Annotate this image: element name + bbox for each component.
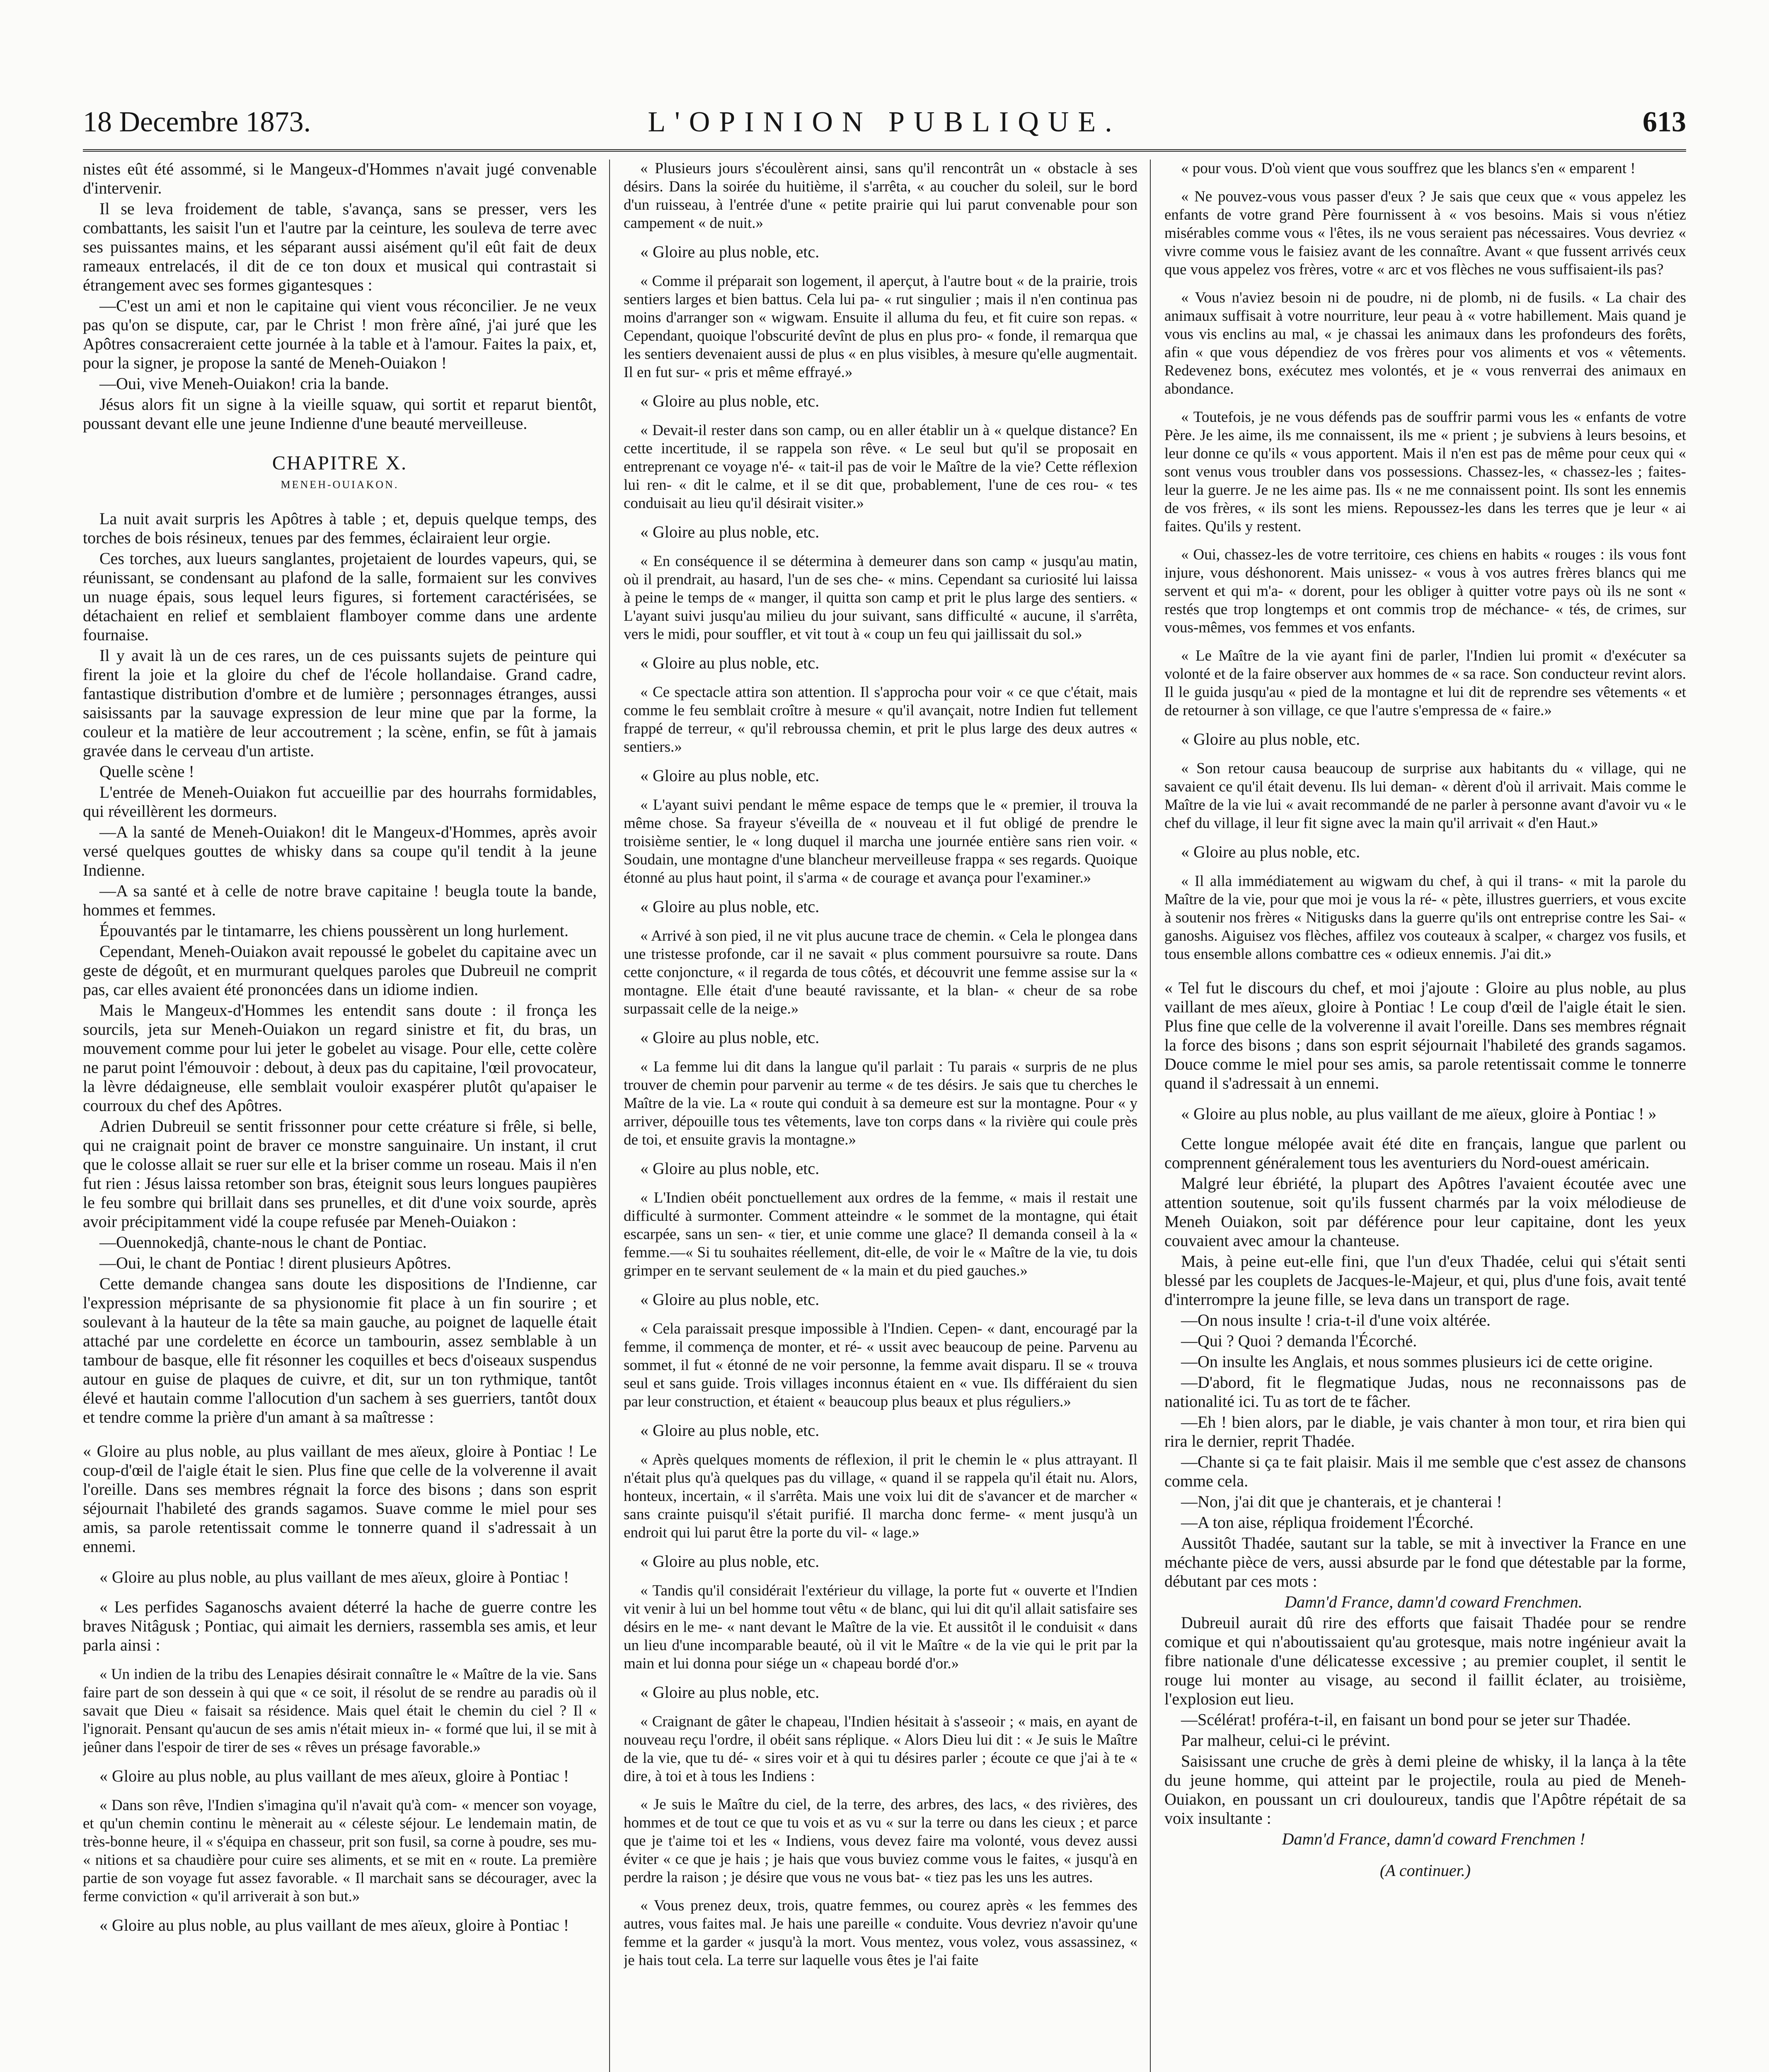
paragraph: —Non, j'ai dit que je chanterais, et je chanterai ! bbox=[1181, 1492, 1502, 1511]
song-refrain: « Gloire au plus noble, au plus vaillant de mes aïeux, gloire à Pontiac ! bbox=[99, 1767, 569, 1785]
legend-quote: « Toutefois, je ne vous défends pas de souffrir parmi vous les « enfants de votre Père. Je les aime, ils me connaissent, ils me « prient ; je subviens à leurs besoins, et leur donne ce qu'ils « vous apportent. Mais il n'en est pas de même pour ceux qui « sont venus vous troubler dans vos possessions. Chassez-les, « chassez-les ; faites-leur la guerre. Je ne les aime pas. Ils « ne me connaissent point. Ils sont les ennemis de vos frères, « ils sont les miens. Repoussez-les dans les terres que je leur « ai faites. Qu'ils y restent. bbox=[1164, 409, 1686, 535]
paragraph: —A la santé de Meneh-Ouiakon! dit le Mangeux-d'Hommes, après avoir versé quelques gouttes de whisky dans sa coupe qu'il tendit à la jeune Indienne. bbox=[83, 823, 597, 879]
legend-quote: « Dans son rêve, l'Indien s'imagina qu'il n'avait qu'à com- « mencer son voyage, et qu'un chemin continu le mènerait au « céleste séjour. Le lendemain matin, de très-bonne heure, il « s'équipa en chasseur, prit son fusil, sa corne à poudre, ses mu- « nitions et sa chaudière pour cuire ses aliments, et se mit en « route. La première partie de son voyage fut assez favorable. « Il marchait sans se décourager, avec la ferme conviction « qu'il arriverait à son but.» bbox=[83, 1797, 597, 1905]
legend-quote: « La femme lui dit dans la langue qu'il parlait : Tu parais « surpris de ne plus trouver de chemin pour parvenir au terme « de tes désirs. Je sais que tu cherches le Maître de la vie. La « route qui conduit à sa demeure est sur la montagne. Pour « y arriver, dépouille tous tes vêtements, lave ton corps dans « la rivière qui coule près de toi, et ensuite gravis la montagne.» bbox=[624, 1058, 1137, 1148]
page-number: 613 bbox=[1643, 106, 1686, 138]
legend-quote: « L'Indien obéit ponctuellement aux ordres de la femme, « mais il restait une difficulté à surmonter. Comment atteindre « le sommet de la montagne, qui était escarpée, sans un sen- « tier, et unie comme une glace? Il demanda conseil à la « femme.—« Si tu souhaites réellement, dit-elle, de voir le « Maître de la vie, tu dois grimper en te servant seulement de « la main et du pied gauches.» bbox=[624, 1189, 1137, 1279]
column-2 bbox=[624, 160, 1137, 2072]
song-refrain: « Gloire au plus noble, au plus vaillant de mes aïeux, gloire à Pontiac ! bbox=[99, 1568, 569, 1586]
legend-quote: « Vous n'aviez besoin ni de poudre, ni de plomb, ni de fusils. « La chair des animaux suffisait à votre nourriture, leur peau à « votre habillement. Mais quand je vous vis enclins au mal, « je chassai les animaux dans les profondeurs des forêts, afin « que vous dépendiez de vos frères pour vos aliments et vos « vêtements. Redevenez bons, exécutez mes volontés, et je « vous renverrai des animaux en abondance. bbox=[1164, 289, 1686, 397]
legend-quote: « En conséquence il se détermina à demeurer dans son camp « jusqu'au matin, où il prendrait, au hasard, l'un de ses che- « mins. Cependant sa curiosité lui laissa à peine le temps de « manger, il quitta son camp et prit le plus large des sentiers. « L'ayant suivi jusqu'au milieu du jour suivant, sans difficulté « aucune, il s'arrêta, vers le midi, pour souffler, et vit tout à « coup un feu qui jaillissait du sol.» bbox=[624, 553, 1137, 643]
song-verse: « Les perfides Saganoschs avaient déterré la hache de guerre contre les braves Nitâgusk ; Pontiac, qui aimait les derniers, rassembla ses amis, et leur parla ainsi : bbox=[83, 1598, 597, 1654]
paragraph: Quelle scène ! bbox=[99, 762, 194, 781]
paragraph: —A ton aise, répliqua froidement l'Écorché. bbox=[1181, 1513, 1474, 1532]
song-refrain: « Gloire au plus noble, etc. bbox=[640, 1159, 820, 1178]
paragraph: Mais, à peine eut-elle fini, que l'un d'eux Thadée, celui qui s'était senti blessé par les couplets de Jacques-le-Majeur, et qui, plus d'une fois, avait tenté d'interrompre la jeune fille, se leva dans un transport de rage. bbox=[1164, 1252, 1686, 1309]
paragraph: Aussitôt Thadée, sautant sur la table, se mit à invectiver la France en une méchante pièce de vers, aussi absurde par le fond que détestable par la forme, débutant par ces mots : bbox=[1164, 1534, 1686, 1590]
paragraph: L'entrée de Meneh-Ouiakon fut accueillie par des hourrahs formidables, qui réveillèrent les dormeurs. bbox=[83, 783, 597, 821]
column-3 bbox=[1164, 160, 1686, 2072]
song-refrain: « Gloire au plus noble, etc. bbox=[640, 897, 820, 916]
newspaper-title: L'OPINION PUBLIQUE. bbox=[648, 106, 1121, 138]
column-1 bbox=[83, 160, 597, 2072]
paragraph: —Qui ? Quoi ? demanda l'Écorché. bbox=[1181, 1331, 1417, 1350]
chapter-subtitle: MENEH-OUIAKON. bbox=[281, 479, 399, 491]
legend-quote: « Ce spectacle attira son attention. Il s'approcha pour voir « ce que c'était, mais comme le feu semblait croître à mesure « qu'il avançait, notre Indien fut tellement frappé de terreur, « qu'il rebroussa chemin, et prit le plus large des deux autres « sentiers.» bbox=[624, 684, 1137, 755]
paragraph: Par malheur, celui-ci le prévint. bbox=[1181, 1731, 1390, 1750]
legend-quote: « Comme il préparait son logement, il aperçut, à l'autre bout « de la prairie, trois sentiers larges et bien battus. Cela lui pa- « rut singulier ; mais il n'en continua pas moins d'arranger son « wigwam. Ensuite il alluma du feu, et fit cuire son repas. « Cependant, quoique l'obscurité devînt de plus en plus pro- « fonde, il remarqua que les sentiers devenaient aussi de plus « en plus visibles, à mesure qu'elle augmentait. Il en fut sur- « pris et même effrayé.» bbox=[624, 273, 1137, 381]
legend-quote: « Il alla immédiatement au wigwam du chef, à qui il trans- « mit la parole du Maître de la vie, pour que moi je vous la ré- « pète, illustres guerriers, et vous excite à soutenir nos frères « Nitigusks dans la guerre qu'ils ont entreprise contre les Sai- « ganoshs. Aiguisez vos flèches, affilez vos couteaux à scalper, « chargez vos fusils, et tous ensemble allons combattre ces « odieux ennemis. J'ai dit.» bbox=[1164, 873, 1686, 963]
legend-quote: « Devait-il rester dans son camp, ou en aller établir un à « quelque distance? En cette incertitude, il se rappela son rêve. « Le seul but qu'il se proposait en entreprenant ce voyage n'é- « tait-il pas de voir le Maître de la vie? Cette réflexion lui ren- « dit le calme, et il se dit que, probablement, l'une de ces rou- « tes conduisait au lieu qu'il désirait visiter.» bbox=[624, 422, 1137, 512]
legend-quote: « Arrivé à son pied, il ne vit plus aucune trace de chemin. « Cela le plongea dans une tristesse profonde, car il ne savait « plus comment poursuivre sa route. Dans cette conjoncture, « il regarda de tous côtés, et découvrit une femme assise sur la « montagne. Elle était d'une beauté ravissante, et la blan- « cheur de sa robe surpassait celle de la neige.» bbox=[624, 927, 1137, 1017]
italic-quote: Damn'd France, damn'd coward Frenchmen. bbox=[1285, 1593, 1583, 1611]
song-verse: « Gloire au plus noble, au plus vaillant de mes aïeux, gloire à Pontiac ! Le coup-d'œil de l'aigle était le sien. Plus fine que celle de la volverenne il avait l'oreille. Dans ses membres régnait la force des bisons ; dans son esprit séjournait l'habileté des grands sagamos. Suave comme le miel pour ses amis, sa parole retentissait comme le tonnerre quand il s'adressait à un ennemi. bbox=[83, 1442, 597, 1556]
legend-quote: « L'ayant suivi pendant le même espace de temps que le « premier, il trouva la même chose. Sa frayeur s'éveilla de « nouveau et il fut obligé de prendre le troisième sentier, le « long duquel il marcha une journée entière sans rien voir. « Soudain, une montagne d'une blancheur merveilleuse frappa « ses regards. Quoique étonné au plus haut point, il s'arma « de courage et avança pour l'examiner.» bbox=[624, 796, 1137, 886]
paragraph: La nuit avait surpris les Apôtres à table ; et, depuis quelque temps, des torches de bois résineux, tenues par des femmes, éclairaient leur orgie. bbox=[83, 509, 597, 547]
paragraph: —Scélérat! proféra-t-il, en faisant un bond pour se jeter sur Thadée. bbox=[1181, 1710, 1631, 1729]
song-refrain: « Gloire au plus noble, etc. bbox=[640, 1290, 820, 1309]
paragraph: nistes eût été assommé, si le Mangeux-d'Hommes n'avait jugé convenable d'intervenir. bbox=[83, 160, 597, 197]
paragraph: Cette longue mélopée avait été dite en français, langue que parlent ou comprennent généralement tous les aventuriers du Nord-ouest américain. bbox=[1164, 1134, 1686, 1172]
song-refrain: « Gloire au plus noble, au plus vaillant de me aïeux, gloire à Pontiac ! » bbox=[1181, 1104, 1657, 1123]
paragraph: Adrien Dubreuil se sentit frissonner pour cette créature si frêle, si belle, qui ne craignait point de braver ce monstre sanguinaire. Un instant, il crut que le colosse allait se ruer sur elle et la briser comme un roseau. Mais il n'en fut rien : Jésus laissa retomber son bras, éteignit sous leurs longues paupières le feu sombre qui brillait dans ses prunelles, et dit d'une voix sourde, après avoir précipitamment vidé la coupe refusée par Meneh-Ouiakon : bbox=[83, 1117, 597, 1231]
paragraph: Cette demande changea sans doute les dispositions de l'Indienne, car l'expression méprisante de sa physionomie fit place à un fin sourire ; et soulevant à la hauteur de la tête sa main gauche, au poignet de laquelle était attaché par une cordelette en écorce un tambourin, assez semblable à un tambour de basque, elle fit résonner les coquilles et becs d'oiseaux suspendus autour en guise de plaques de cuivre, et dit, sur un ton rythmique, tantôt élevé et hautain comme l'allocution d'un sachem à ses guerriers, tantôt doux et tendre comme la prière d'un amant à sa maîtresse : bbox=[83, 1274, 597, 1426]
song-refrain: « Gloire au plus noble, etc. bbox=[640, 523, 820, 541]
paragraph: Ces torches, aux lueurs sanglantes, projetaient de lourdes vapeurs, qui, se réunissant, se condensant au plafond de la salle, formaient sur les convives un nuage épais, sous lequel leurs figures, si fortement caractérisées, se détachaient en relief et semblaient flamboyer comme dans une ardente fournaise. bbox=[83, 549, 597, 644]
song-refrain: « Gloire au plus noble, etc. bbox=[640, 766, 820, 785]
song-refrain: « Gloire au plus noble, au plus vaillant de mes aïeux, gloire à Pontiac ! bbox=[99, 1916, 569, 1934]
paragraph: —On insulte les Anglais, et nous sommes plusieurs ici de cette origine. bbox=[1181, 1352, 1653, 1371]
song-refrain: « Gloire au plus noble, etc. bbox=[640, 1683, 820, 1702]
paragraph: Dubreuil aurait dû rire des efforts que faisait Thadée pour se rendre comique et qui n'aboutissaient qu'au grotesque, mais notre ingénieur avait la fibre nationale d'une délicatesse excessive ; au premier couplet, il sentit le rouge lui monter au visage, au second il faillit éclater, au troisième, l'explosion eut lieu. bbox=[1164, 1613, 1686, 1708]
legend-quote: « pour vous. D'où vient que vous souffrez que les blancs s'en « emparent ! bbox=[1181, 160, 1636, 177]
legend-quote: « Tandis qu'il considérait l'extérieur du village, la porte fut « ouverte et l'Indien vit venir à lui un bel homme tout vêtu « de blanc, qui lui dit qu'il allait satisfaire ses désirs en le me- « nant devant le Maître de la vie. Et aussitôt il le conduisit « dans un lieu d'une incomparable beauté, où il vit le Maître « de la vie qui le prit par la main et lui donna pour siége un « chapeau bordé d'or.» bbox=[624, 1582, 1137, 1672]
song-refrain: « Gloire au plus noble, etc. bbox=[1181, 842, 1360, 861]
issue-date: 18 Decembre 1873. bbox=[83, 106, 311, 138]
song-refrain: « Gloire au plus noble, etc. bbox=[640, 1028, 820, 1047]
paragraph: —Oui, le chant de Pontiac ! dirent plusieurs Apôtres. bbox=[99, 1254, 451, 1272]
paragraph: —Chante si ça te fait plaisir. Mais il me semble que c'est assez de chansons comme cela. bbox=[1164, 1452, 1686, 1490]
chapter-title: CHAPITRE X. bbox=[272, 452, 408, 474]
legend-quote: « Ne pouvez-vous vous passer d'eux ? Je sais que ceux que « vous appelez les enfants de votre grand Père fournissent à « vos besoins. Mais si vous n'étiez misérables comme vous « l'êtes, ils ne vous seraient pas nécessaires. Vous devriez « vivre comme vous le faisiez avant de les connaître. Avant « que fussent arrivés ceux que vous appelez vos frères, votre « arc et vos flèches ne vous suffisaient-ils pas? bbox=[1164, 188, 1686, 278]
paragraph: Cependant, Meneh-Ouiakon avait repoussé le gobelet du capitaine avec un geste de dégoût, et en murmurant quelques paroles que Dubreuil ne comprit pas, car elles avaient été prononcées dans un idiome indien. bbox=[83, 942, 597, 999]
paragraph: Il se leva froidement de table, s'avança, sans se presser, vers les combattants, les saisit l'un et l'autre par la ceinture, les souleva de terre avec ses puissantes mains, et les séparant aussi aisément qu'il eût fait de deux rameaux entrelacés, il dit de ce ton doux et musical qui contrastait si étrangement avec ses formes gigantesques : bbox=[83, 199, 597, 294]
paragraph: —Oui, vive Meneh-Ouiakon! cria la bande. bbox=[99, 374, 389, 393]
paragraph: —C'est un ami et non le capitaine qui vient vous réconcilier. Je ne veux pas qu'on se dispute, car, par le Christ ! mon frère aîné, j'ai juré que les Apôtres consacreraient cette journée à la table et à l'amour. Faites la paix, et, pour la signer, je propose la santé de Meneh-Ouiakon ! bbox=[83, 296, 597, 372]
song-refrain: « Gloire au plus noble, etc. bbox=[1181, 730, 1360, 748]
paragraph: Épouvantés par le tintamarre, les chiens poussèrent un long hurlement. bbox=[99, 921, 569, 940]
header-rule bbox=[83, 149, 1686, 152]
legend-quote: « Vous prenez deux, trois, quatre femmes, ou courez après « les femmes des autres, vous faites mal. Je hais une pareille « conduite. Vous devriez n'avoir qu'une femme et la garder « jusqu'à la mort. Vous mentez, vous volez, vous assassinez, « je hais tout cela. La terre sur laquelle vous êtes je l'ai faite bbox=[624, 1897, 1137, 1969]
legend-quote: « Oui, chassez-les de votre territoire, ces chiens en habits « rouges : ils vous font injure, vous déshonorent. Mais unissez- « vous à vos autres frères blancs qui me servent et qui m'a- « dorent, pour les obliger à quitter votre pays où ils ne sont « restés que trop longtemps et ont commis trop de méchance- « tés, de crimes, sur vous-mêmes, vos femmes et vos enfants. bbox=[1164, 546, 1686, 636]
to-be-continued: (A continuer.) bbox=[1379, 1861, 1471, 1880]
legend-quote: « Le Maître de la vie ayant fini de parler, l'Indien lui promit « d'exécuter sa volonté et de la faire observer aux hommes de « sa race. Son conducteur revint alors. Il le guida jusqu'au « pied de la montagne et lui dit de reprendre ses vêtements « et de retourner à son village, ce que l'autre s'empressa de « faire.» bbox=[1164, 647, 1686, 719]
paragraph: —Eh ! bien alors, par le diable, je vais chanter à mon tour, et rira bien qui rira le dernier, reprit Thadée. bbox=[1164, 1413, 1686, 1450]
column-divider bbox=[609, 160, 610, 2072]
paragraph: —Ouennokedjâ, chante-nous le chant de Pontiac. bbox=[99, 1233, 427, 1251]
legend-quote: « Craignant de gâter le chapeau, l'Indien hésitait à s'asseoir ; « mais, en ayant de nouveau reçu l'ordre, il obéit sans réplique. « Alors Dieu lui dit : « Je suis le Maître de la vie, que tu dé- « sires voir et à qui tu désires parler ; écoute ce que j'ai à te « dire, à toi et à tous les Indiens : bbox=[624, 1713, 1137, 1785]
column-divider bbox=[1150, 160, 1151, 2072]
song-refrain: « Gloire au plus noble, etc. bbox=[640, 392, 820, 410]
paragraph: —On nous insulte ! cria-t-il d'une voix altérée. bbox=[1181, 1311, 1491, 1329]
italic-quote: Damn'd France, damn'd coward Frenchmen ! bbox=[1282, 1830, 1585, 1848]
paragraph: Mais le Mangeux-d'Hommes les entendit sans doute : il fronça les sourcils, jeta sur Meneh-Ouiakon un regard sinistre et fit, du bras, un mouvement comme pour lui jeter le gobelet au visage. Pour elle, cette colère ne parut point l'émouvoir : debout, à deux pas du capitaine, l'œil provocateur, la lèvre dédaigneuse, elle semblait vouloir exaspérer plutôt qu'apaiser le courroux du chef des Apôtres. bbox=[83, 1001, 597, 1115]
song-verse: « Tel fut le discours du chef, et moi j'ajoute : Gloire au plus noble, au plus vaillant de mes aïeux, gloire à Pontiac ! Le coup d'œil de l'aigle était le sien. Plus fine que celle de la volverenne il avait l'oreille. Dans ses membres régnait la force des bisons ; dans son esprit séjournait l'habileté des grands sagamos. Douce comme le miel pour ses amis, sa parole retentissait comme le tonnerre quand il s'adressait à un ennemi. bbox=[1164, 978, 1686, 1092]
paragraph: —D'abord, fit le flegmatique Judas, nous ne reconnaissons pas de nationalité ici. Tu as tort de te fâcher. bbox=[1164, 1373, 1686, 1411]
legend-quote: « Je suis le Maître du ciel, de la terre, des arbres, des lacs, « des rivières, des hommes et de tout ce que tu vois et as vu « sur la terre ou dans les cieux ; et parce que je t'aime toi et les « Indiens, vous devez faire ma volonté, vous devez aussi éviter « ce que je hais ; je hais que vous buviez comme vous le faites, « jusqu'à en perdre la raison ; je désire que vous ne vous bat- « tiez pas les uns les autres. bbox=[624, 1796, 1137, 1886]
legend-quote: « Cela paraissait presque impossible à l'Indien. Cepen- « dant, encouragé par la femme, il commença de monter, et ré- « ussit avec beaucoup de peine. Parvenu au sommet, il fut « étonné de ne voir personne, la femme avait disparu. Il se « trouva seul et sans guide. Trois villages inconnus étaient en « vue. Ils différaient du sien par leur construction, et étaient « beaucoup plus beaux et plus réguliers.» bbox=[624, 1320, 1137, 1410]
song-refrain: « Gloire au plus noble, etc. bbox=[640, 242, 820, 261]
song-refrain: « Gloire au plus noble, etc. bbox=[640, 654, 820, 672]
paragraph: —A sa santé et à celle de notre brave capitaine ! beugla toute la bande, hommes et femmes. bbox=[83, 881, 597, 919]
legend-quote: « Son retour causa beaucoup de surprise aux habitants du « village, qui ne savaient ce qu'il était devenu. Ils lui deman- « dèrent d'où il arrivait. Mais comme le Maître de la vie lui « avait recommandé de ne parler à personne avant d'avoir vu « le chef du village, il leur fit signe avec la main qu'il arrivait « d'en Haut.» bbox=[1164, 760, 1686, 832]
legend-quote: « Plusieurs jours s'écoulèrent ainsi, sans qu'il rencontrât un « obstacle à ses désirs. Dans la soirée du huitième, il s'arrêta, « au coucher du soleil, sur le bord d'un ruisseau, à l'entrée d'une « petite prairie qui lui parut convenable pour son campement « de nuit.» bbox=[624, 160, 1137, 232]
legend-quote: « Après quelques moments de réflexion, il prit le chemin le « plus attrayant. Il n'était plus qu'à quelques pas du village, « quand il se rappela qu'il était nu. Alors, honteux, incertain, « il s'arrêta. Mais une voix lui dit de s'avancer et de marcher « sans crainte puisqu'il s'était purifié. Il marcha donc ferme- « ment jusqu'à un endroit qui lui parut être la porte du vil- « lage.» bbox=[624, 1451, 1137, 1541]
paragraph: Saisissant une cruche de grès à demi pleine de whisky, il la lança à la tête du jeune homme, qui atteint par le projectile, roula au pied de Meneh-Ouiakon, en poussant un cri douloureux, tandis que l'Apôtre répétait de sa voix insultante : bbox=[1164, 1752, 1686, 1828]
song-refrain: « Gloire au plus noble, etc. bbox=[640, 1552, 820, 1571]
paragraph: Il y avait là un de ces rares, un de ces puissants sujets de peinture qui firent la joie et la gloire du chef de l'école hollandaise. Grand cadre, fantastique distribution d'ombre et de lumière ; personnages étranges, aussi saisissants par la sauvage expression de leur mine que par la forme, la couleur et la matière de leur accoutrement ; la scène, enfin, se fût à jamais gravée dans le cerveau d'un artiste. bbox=[83, 646, 597, 760]
legend-quote: « Un indien de la tribu des Lenapies désirait connaître le « Maître de la vie. Sans faire part de son dessein à qui que « ce soit, il résolut de se rendre au paradis où il savait que Dieu « faisait sa résidence. Mais quel était le chemin du ciel ? Il « l'ignorait. Pensant qu'aucun de ses amis n'était mieux in- « formé que lui, il se mit à jeûner dans l'espoir de tirer de ses « rêves un présage favorable.» bbox=[83, 1666, 597, 1756]
paragraph: Jésus alors fit un signe à la vieille squaw, qui sortit et reparut bientôt, poussant devant elle une jeune Indienne d'une beauté merveilleuse. bbox=[83, 395, 597, 433]
masthead bbox=[83, 99, 1686, 145]
song-refrain: « Gloire au plus noble, etc. bbox=[640, 1421, 820, 1440]
paragraph: Malgré leur ébriété, la plupart des Apôtres l'avaient écoutée avec une attention soutenue, soit qu'ils fussent charmés par la voix mélodieuse de Meneh Ouiakon, soit par déférence pour leur capitaine, dont les yeux couvaient avec amour la chanteuse. bbox=[1164, 1174, 1686, 1250]
